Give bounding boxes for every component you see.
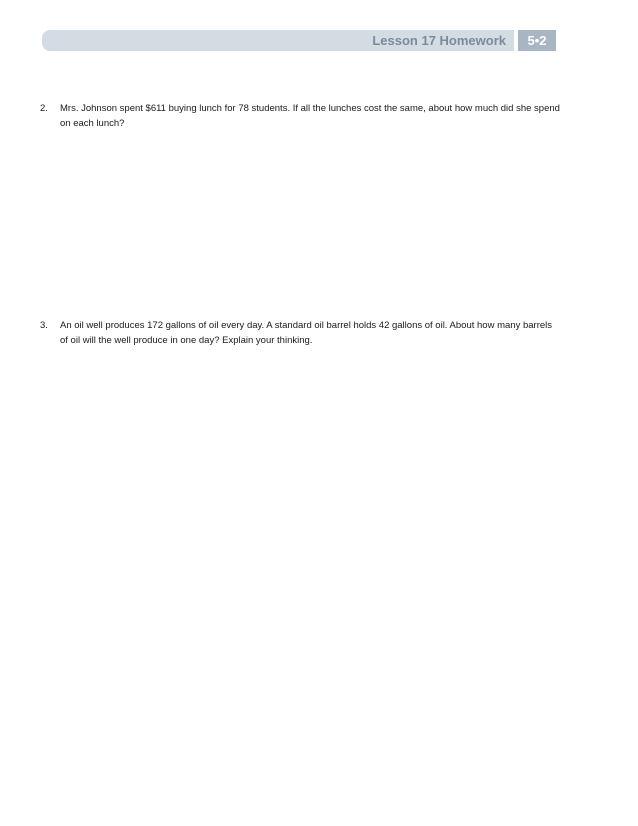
problem-text: An oil well produces 172 gallons of oil every day. A standard oil barrel holds 42 gallons of oil. About how many barrels of oil will the well produce in one day? Explain your thinking. bbox=[60, 320, 553, 346]
module-badge: 5•2 bbox=[518, 30, 556, 51]
problem-text: Mrs. Johnson spent $611 buying lunch for 78 students. If all the lunches cost the same, about how much did she spend on each lunch? bbox=[60, 103, 560, 129]
lesson-title: Lesson 17 Homework bbox=[372, 33, 506, 48]
header-bar bbox=[42, 30, 514, 51]
problem-number: 3. bbox=[40, 320, 48, 331]
problem-number: 2. bbox=[40, 103, 48, 114]
problem-item bbox=[40, 101, 560, 131]
problem-item bbox=[40, 318, 560, 348]
